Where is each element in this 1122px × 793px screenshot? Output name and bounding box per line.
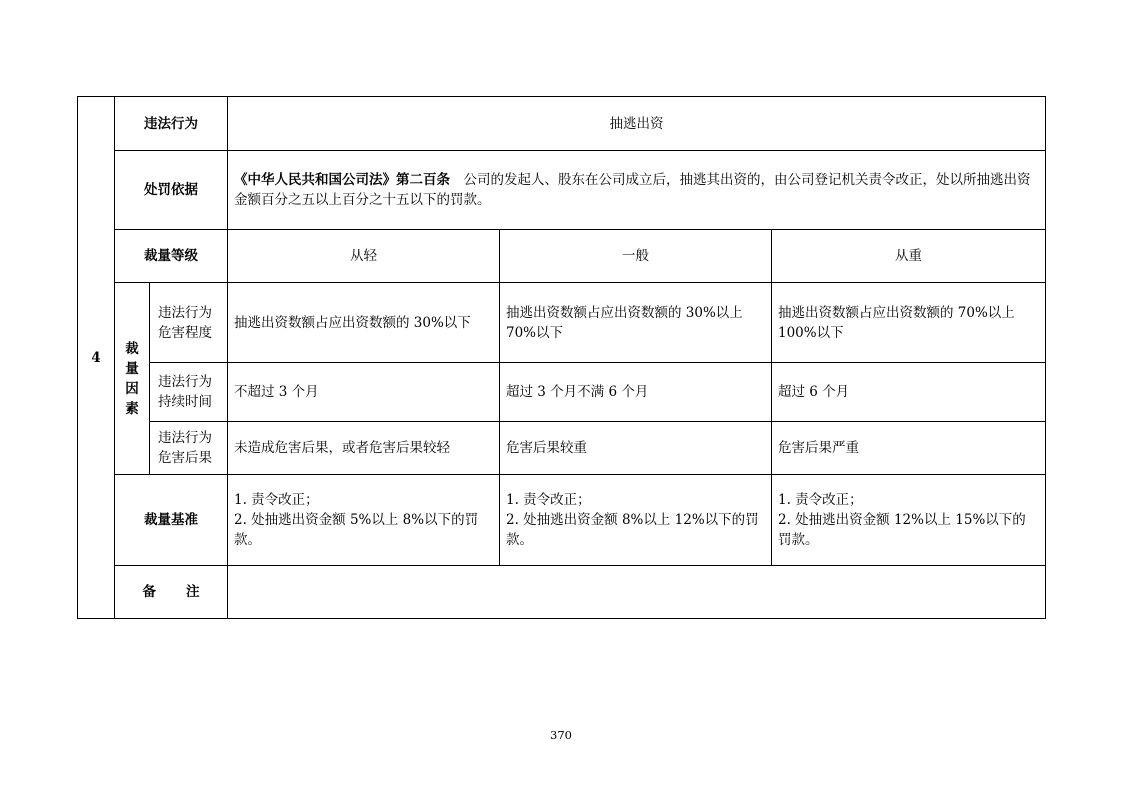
factor-light: 不超过 3 个月 — [228, 363, 500, 422]
remarks-label-part: 备 — [142, 584, 156, 600]
level-general: 一般 — [500, 230, 772, 283]
item-index: 4 — [78, 97, 115, 619]
factor-label-line: 持续时间 — [158, 394, 212, 410]
remarks-label — [115, 566, 228, 619]
benchmark-row — [78, 475, 1046, 566]
factor-row — [78, 422, 1046, 475]
benchmark-item: 2. 处抽逃出资金额 8%以上 12%以下的罚款。 — [506, 512, 759, 548]
factor-light: 未造成危害后果，或者危害后果较轻 — [228, 422, 500, 475]
factors-label-char: 裁 — [125, 340, 139, 357]
factor-label — [150, 283, 228, 363]
factor-general: 超过 3 个月不满 6 个月 — [500, 363, 772, 422]
benchmark-item: 1. 责令改正； — [234, 492, 319, 508]
factor-general: 抽逃出资数额占应出资数额的 30%以上70%以下 — [500, 283, 772, 363]
factor-general: 危害后果较重 — [500, 422, 772, 475]
factor-label-line: 违法行为 — [158, 430, 212, 446]
violation-row — [78, 97, 1046, 151]
factor-label-line: 危害后果 — [158, 450, 212, 466]
factor-label-line: 危害程度 — [158, 324, 212, 341]
factor-heavy: 超过 6 个月 — [772, 363, 1046, 422]
basis-label: 处罚依据 — [115, 151, 228, 230]
page-number: 370 — [550, 728, 572, 742]
levels-row — [78, 230, 1046, 283]
factor-label-line: 违法行为 — [158, 374, 212, 390]
basis-row — [78, 151, 1046, 230]
benchmark-general — [500, 475, 772, 566]
remarks-value — [228, 566, 1046, 619]
violation-label: 违法行为 — [115, 97, 228, 151]
factors-label-char: 素 — [125, 400, 139, 417]
levels-label: 裁量等级 — [115, 230, 228, 283]
factor-heavy: 抽逃出资数额占应出资数额的 70%以上100%以下 — [772, 283, 1046, 363]
benchmark-light — [228, 475, 500, 566]
level-heavy: 从重 — [772, 230, 1046, 283]
law-text: 公司的发起人、股东在公司成立后，抽逃其出资的，由公司登记机关责令改正，处以所抽逃出资金额百分之五以上百分之十五以下的罚款。 — [234, 172, 1031, 208]
benchmark-heavy — [772, 475, 1046, 566]
remarks-row — [78, 566, 1046, 619]
benchmark-label: 裁量基准 — [115, 475, 228, 566]
factors-label — [115, 283, 150, 475]
benchmark-item: 2. 处抽逃出资金额 12%以上 15%以下的罚款。 — [778, 512, 1026, 548]
benchmark-item: 1. 责令改正； — [778, 492, 863, 508]
factor-row — [78, 283, 1046, 363]
level-light: 从轻 — [228, 230, 500, 283]
benchmark-item: 1. 责令改正； — [506, 492, 591, 508]
benchmark-item: 2. 处抽逃出资金额 5%以上 8%以下的罚款。 — [234, 512, 479, 548]
remarks-label-part: 注 — [186, 584, 200, 600]
factor-heavy: 危害后果严重 — [772, 422, 1046, 475]
basis-content — [228, 151, 1046, 230]
factor-light: 抽逃出资数额占应出资数额的 30%以下 — [228, 283, 500, 363]
factor-label — [150, 422, 228, 475]
law-title: 《中华人民共和国公司法》第二百条 — [234, 172, 450, 188]
violation-value: 抽逃出资 — [228, 97, 1046, 151]
discretion-table — [77, 96, 1046, 619]
factor-row — [78, 363, 1046, 422]
factors-label-char: 因 — [125, 380, 139, 397]
factor-label — [150, 363, 228, 422]
factors-label-char: 量 — [125, 360, 139, 377]
factor-label-line: 违法行为 — [158, 304, 212, 321]
